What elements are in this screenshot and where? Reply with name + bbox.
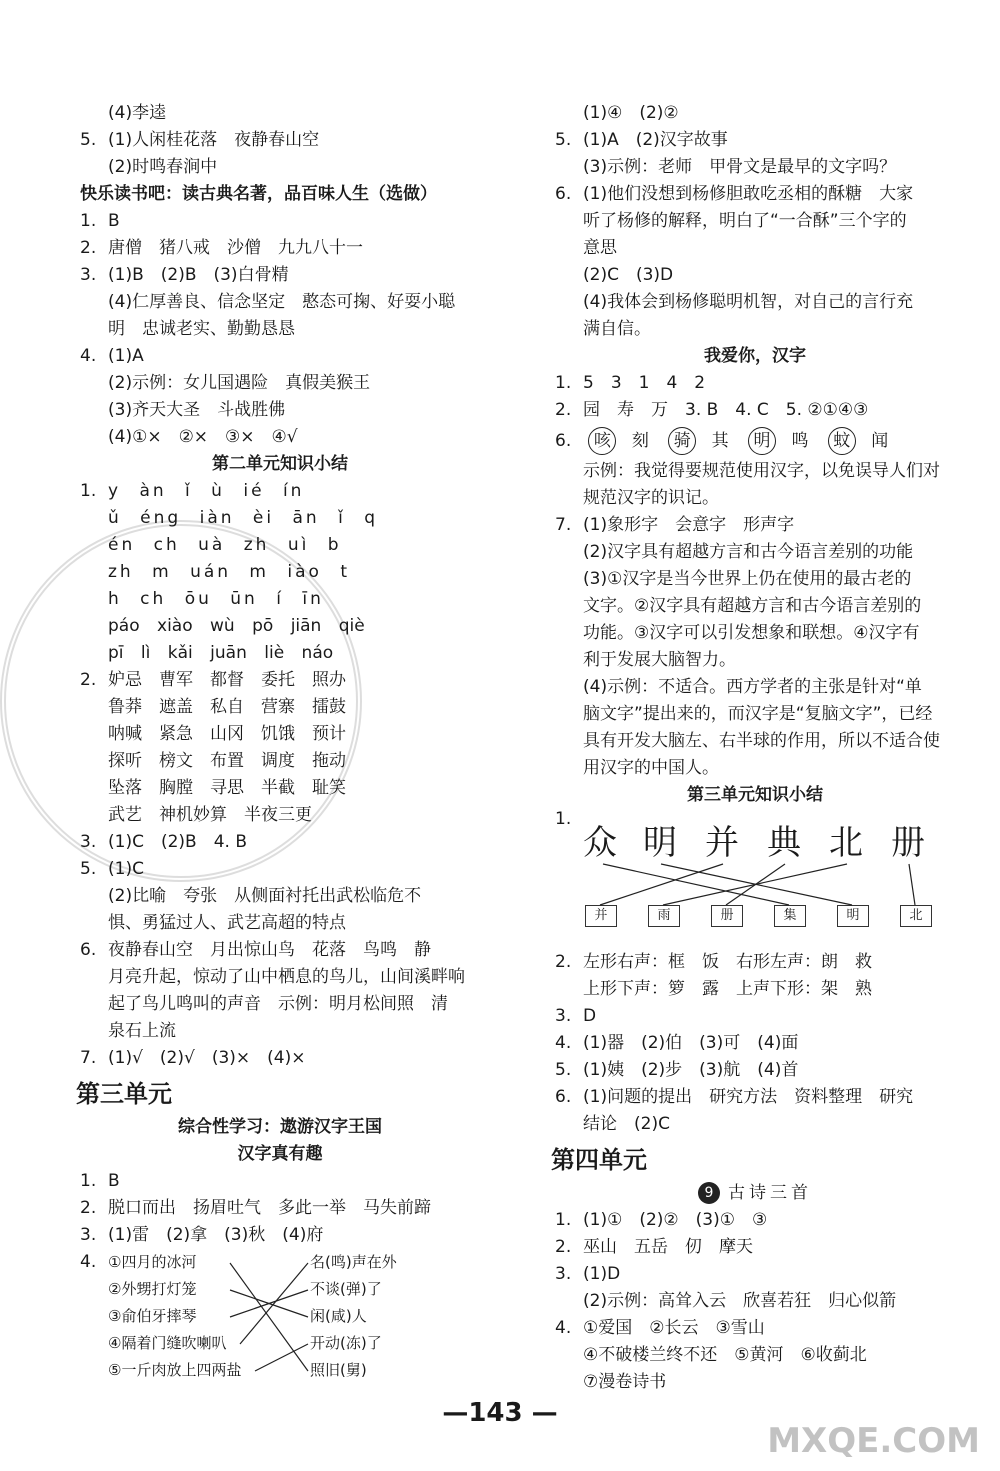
answer-text: (1)A: [108, 346, 144, 366]
match-left-item: ②外甥打灯笼: [108, 1280, 197, 1298]
answer-text: (1)A (2)汉字故事: [583, 130, 728, 150]
answer-text: 脱口而出 扬眉吐气 多此一举 马失前蹄: [108, 1198, 431, 1218]
question-number: 7.: [555, 515, 572, 535]
lesson-number-badge: 9: [698, 1182, 720, 1204]
answer-line: [555, 127, 955, 154]
match-right-item: 不谈(弹)了: [310, 1280, 382, 1298]
answer-line: ⑦漫卷诗书: [583, 1372, 667, 1392]
question-number: 4.: [80, 346, 97, 366]
question-number: 1.: [555, 1210, 572, 1230]
answer-text: ①爱国 ②长云 ③雪山: [583, 1318, 765, 1338]
answer-line: (4)示例：不适合。西方学者的主张是针对“单: [583, 677, 922, 697]
answer-line: 听了杨修的解释，明白了“一合酥”三个字的: [583, 211, 907, 231]
match-left-item: ④隔着门缝吹喇叭: [108, 1334, 227, 1352]
question-number: 1.: [80, 211, 97, 231]
answer-line: [555, 424, 955, 458]
answer-box: 并: [585, 905, 617, 927]
ancient-glyph: 册: [891, 823, 925, 863]
ancient-glyph: 北: [829, 823, 863, 863]
answer-line: [80, 478, 480, 505]
right-column: [551, 100, 955, 1396]
unit-heading: 第四单元: [551, 1145, 647, 1174]
plain-char: 闻: [871, 431, 889, 451]
answer-line: [80, 1168, 480, 1195]
answer-line: [80, 262, 480, 289]
answer-box: 集: [774, 905, 806, 927]
circled-char: 蚊: [828, 427, 856, 455]
question-number: 7.: [80, 1048, 97, 1068]
question-number: 1.: [80, 481, 97, 501]
ancient-glyph: 明: [643, 823, 677, 863]
answer-text: 妒忌 曹军 都督 委托 照办: [108, 670, 346, 690]
answer-line: [80, 235, 480, 262]
left-column: [76, 100, 480, 1385]
answer-text: (1)他们没想到杨修胆敢吃丞相的酥糖 大家: [583, 184, 914, 204]
answer-text: 左形右声：框 饭 右形左声：朗 救: [583, 952, 872, 972]
answer-line: (4)李逵: [108, 103, 167, 123]
answer-line: [555, 1057, 955, 1084]
answer-line: 鲁莽 遮盖 私自 营寨 擂鼓: [108, 697, 346, 717]
match-right-item: 照旧(舅): [310, 1361, 367, 1379]
question-number: 1.: [80, 1171, 97, 1191]
answer-line: (2)汉字具有超越方言和古今语言差别的功能: [583, 542, 914, 562]
answer-text: (1)C: [108, 859, 144, 879]
answer-line: 脑文字”提出来的，而汉字是“复脑文字”，已经: [583, 704, 933, 724]
question-number: 2.: [80, 670, 97, 690]
match-left-item: ⑤一斤肉放上四两盐: [108, 1361, 242, 1379]
answer-text: D: [583, 1006, 597, 1026]
answer-line: 功能。③汉字可以引发想象和联想。④汉字有: [583, 623, 920, 643]
circled-char: 咳: [588, 427, 616, 455]
answer-text: B: [108, 1171, 120, 1191]
answer-line: (1)④ (2)②: [583, 103, 679, 123]
answer-line: [80, 127, 480, 154]
answer-text: B: [108, 211, 120, 231]
question-number: 3.: [80, 1225, 97, 1245]
answer-line: ④不破楼兰终不还 ⑤黄河 ⑥收蓟北: [583, 1345, 867, 1365]
answer-line: (4)我体会到杨修聪明机智，对自己的言行充: [583, 292, 914, 312]
answer-box: 册: [711, 905, 743, 927]
answer-line: [555, 1207, 955, 1234]
ancient-glyph-matching: [555, 809, 955, 949]
answer-line: [555, 181, 955, 208]
question-number: 6.: [80, 940, 97, 960]
answer-line: 探听 榜文 布置 调度 拖动: [108, 751, 346, 771]
answer-line: [555, 1261, 955, 1288]
answer-line: (2)时鸣春涧中: [108, 157, 218, 177]
answer-line: [555, 397, 955, 424]
answer-text: (1)B (2)B (3)白骨精: [108, 265, 289, 285]
question-number: 3.: [80, 832, 97, 852]
question-number: 5.: [80, 859, 97, 879]
answer-line: 满自信。: [583, 319, 651, 339]
answer-text: 唐僧 猪八戒 沙僧 九九八十一: [108, 238, 363, 258]
answer-line: [555, 512, 955, 539]
question-number: 6.: [555, 184, 572, 204]
answer-line: 示例：我觉得要规范使用汉字，以免误导人们对: [583, 461, 940, 481]
question-number: 2.: [555, 400, 572, 420]
pinyin-line: én ch uà zh uì b: [108, 535, 342, 555]
glyph-matching-lines: [555, 809, 955, 949]
circled-char: 明: [748, 427, 776, 455]
answer-line: 起了鸟儿鸣叫的声音 示例：明月松间照 清: [108, 994, 448, 1014]
question-number: 3.: [555, 1006, 572, 1026]
answer-box: 北: [900, 905, 932, 927]
ancient-glyph: 并: [705, 823, 739, 863]
question-number: 2.: [80, 1198, 97, 1218]
answer-line: 明 忠诚老实、勤勤恳恳: [108, 319, 295, 339]
section-title: 第三单元知识小结: [687, 785, 823, 805]
answer-text: (1)问题的提出 研究方法 资料整理 研究: [583, 1087, 914, 1107]
pinyin-line: ǔ éng iàn èi ān ǐ q: [108, 508, 379, 528]
question-number: 5.: [555, 130, 572, 150]
answer-line: 规范汉字的识记。: [583, 488, 719, 508]
section-subtitle: 汉字真有趣: [237, 1144, 323, 1164]
section-title: 我爱你，汉字: [704, 346, 806, 366]
answer-text: (1)① (2)② (3)① ③: [583, 1210, 768, 1230]
question-number: 6.: [555, 431, 572, 451]
question-number: 6.: [555, 1087, 572, 1107]
question-number: 4.: [80, 1252, 97, 1272]
section-title: 综合性学习：遨游汉字王国: [178, 1117, 382, 1137]
pinyin-line: h ch ōu ūn í īn: [108, 589, 324, 609]
question-number: 5.: [555, 1060, 572, 1080]
answer-text: 巫山 五岳 仞 摩天: [583, 1237, 753, 1257]
plain-char: 鸣: [791, 431, 809, 451]
answer-line: [80, 1222, 480, 1249]
answer-line: 呐喊 紧急 山冈 饥饿 预计: [108, 724, 346, 744]
answer-text: (1)C (2)B 4. B: [108, 832, 247, 852]
answer-line: 武艺 神机妙算 半夜三更: [108, 805, 312, 825]
question-number: 4.: [555, 1033, 572, 1053]
answer-line: [80, 937, 480, 964]
answer-line: [80, 1195, 480, 1222]
circled-char: 骑: [668, 427, 696, 455]
pinyin-line: páo xiào wù pō jiān qiè: [108, 616, 365, 636]
answer-line: (4)①× ②× ③× ④√: [108, 427, 298, 447]
watermark: MXQE.COM: [767, 1421, 980, 1461]
answer-line: [80, 1045, 480, 1072]
pinyin-text: y àn ǐ ù ié ín: [108, 481, 305, 501]
question-number: 2.: [555, 1237, 572, 1257]
answer-line: 上形下声：箩 露 上声下形：架 熟: [583, 979, 872, 999]
lesson-title: [555, 1180, 955, 1207]
answer-text: (1)姨 (2)步 (3)航 (4)首: [583, 1060, 799, 1080]
match-right-item: 闲(咸)人: [310, 1307, 367, 1325]
ancient-glyph: 典: [767, 823, 801, 863]
answer-line: 文字。②汉字具有超越方言和古今语言差别的: [583, 596, 922, 616]
answer-text: 夜静春山空 月出惊山鸟 花落 鸟鸣 静: [108, 940, 431, 960]
matching-exercise: [80, 1249, 480, 1385]
answer-text: (1)象形字 会意字 形声字: [583, 515, 795, 535]
answer-line: (2)示例：女儿国遇险 真假美猴王: [108, 373, 371, 393]
answer-line: 结论 (2)C: [583, 1114, 670, 1134]
answer-line: [555, 1003, 955, 1030]
answer-line: 具有开发大脑左、右半球的作用，所以不适合使: [583, 731, 940, 751]
answer-text: 园 寿 万 3. B 4. C 5. ②①④③: [583, 400, 869, 420]
match-right-item: 开动(冻)了: [310, 1334, 382, 1352]
pinyin-line: zh m uán m iào t: [108, 562, 351, 582]
answer-line: [80, 343, 480, 370]
answer-line: (2)C (3)D: [583, 265, 674, 285]
section-title: 第二单元知识小结: [212, 454, 348, 474]
answer-line: (3)齐天大圣 斗战胜佛: [108, 400, 286, 420]
answer-box: 明: [837, 905, 869, 927]
answer-box: 雨: [648, 905, 680, 927]
answer-text: (1)人闲桂花落 夜静春山空: [108, 130, 320, 150]
answer-line: (3)示例：老师 甲骨文是最早的文字吗？: [583, 157, 897, 177]
answer-line: [80, 829, 480, 856]
match-left-item: ①四月的冰河: [108, 1253, 197, 1271]
answer-line: 惧、勇猛过人、武艺高超的特点: [108, 913, 346, 933]
matching-lines: [80, 1249, 480, 1385]
answer-line: [555, 1084, 955, 1111]
answer-line: (4)仁厚善良、信念坚定 憨态可掬、好耍小聪: [108, 292, 456, 312]
answer-line: 月亮升起，惊动了山中栖息的鸟儿，山间溪畔响: [108, 967, 465, 987]
answer-line: [555, 370, 955, 397]
answer-line: 坠落 胸膛 寻思 半截 耻笑: [108, 778, 346, 798]
answer-line: 利于发展大脑智力。: [583, 650, 736, 670]
answer-text: (1)器 (2)伯 (3)可 (4)面: [583, 1033, 799, 1053]
ancient-glyph: 众: [583, 823, 617, 863]
question-number: 3.: [80, 265, 97, 285]
answer-line: [80, 667, 480, 694]
question-number: 2.: [80, 238, 97, 258]
page-number: —143 —: [442, 1398, 558, 1428]
question-number: 2.: [555, 952, 572, 972]
answer-line: 意思: [583, 238, 617, 258]
answer-line: [555, 1234, 955, 1261]
answer-line: [555, 1315, 955, 1342]
unit-heading: 第三单元: [76, 1079, 172, 1108]
question-number: 1.: [555, 809, 572, 829]
question-number: 4.: [555, 1318, 572, 1338]
answer-line: 用汉字的中国人。: [583, 758, 719, 778]
answer-line: 泉石上流: [108, 1021, 176, 1041]
answer-line: (2)示例：高耸入云 欣喜若狂 归心似箭: [583, 1291, 897, 1311]
answer-line: [555, 949, 955, 976]
answer-text: (1)√ (2)√ (3)× (4)×: [108, 1048, 306, 1068]
answer-text: 5 3 1 4 2: [583, 373, 706, 393]
plain-char: 其: [711, 431, 729, 451]
lesson-title-text: 古诗三首: [728, 1183, 812, 1203]
answer-line: [80, 856, 480, 883]
answer-text: (1)雷 (2)拿 (3)秋 (4)府: [108, 1225, 324, 1245]
answer-line: (2)比喻 夸张 从侧面衬托出武松临危不: [108, 886, 422, 906]
plain-char: 刻: [631, 431, 649, 451]
question-number: 1.: [555, 373, 572, 393]
answer-text: (1)D: [583, 1264, 621, 1284]
match-right-item: 名(鸣)声在外: [310, 1253, 397, 1271]
answer-line: (3)①汉字是当今世界上仍在使用的最古老的: [583, 569, 912, 589]
answer-line: [80, 208, 480, 235]
question-number: 5.: [80, 130, 97, 150]
match-left-item: ③俞伯牙摔琴: [108, 1307, 197, 1325]
section-heading: 快乐读书吧：读古典名著，品百味人生（选做）: [80, 184, 437, 204]
question-number: 3.: [555, 1264, 572, 1284]
pinyin-line: pī lì kǎi juān liè náo: [108, 643, 334, 663]
answer-line: [555, 1030, 955, 1057]
